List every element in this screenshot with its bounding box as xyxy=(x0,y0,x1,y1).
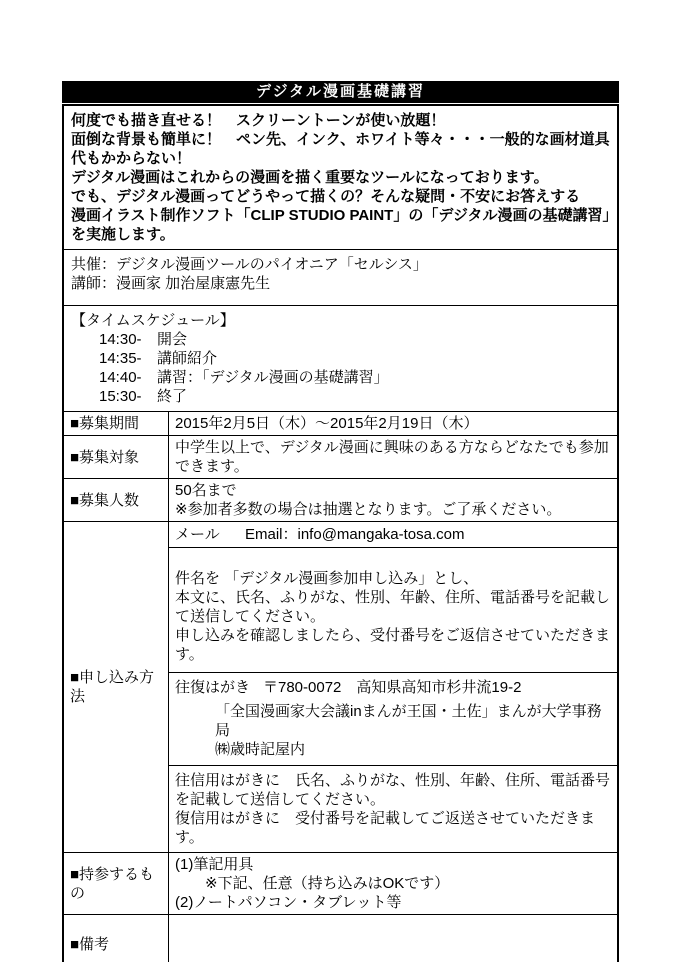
bring-item: (2)ノートパソコン・タブレット等 xyxy=(175,894,402,911)
table-row-capacity xyxy=(64,479,617,522)
lecturer-line: 講師：漫画家 加治屋康憲先生 xyxy=(71,275,271,292)
apply-postcard-note: 復信用はがきに 受付番号を記載してご返送させていただきます。 xyxy=(175,810,596,846)
intro-line: 面倒な背景も簡単に！ ペン先、インク、ホワイト等々・・・一般的な画材道具代もかからない！ xyxy=(71,131,610,167)
schedule-time: 15:30- xyxy=(99,388,142,405)
schedule-item xyxy=(99,387,610,406)
capacity-count: 50名まで xyxy=(175,482,237,499)
apply-mail-row xyxy=(169,522,617,548)
cohost-line: 共催：デジタル漫画ツールのパイオニア「セルシス」 xyxy=(71,256,428,273)
row-label-capacity: ■募集人数 xyxy=(64,479,169,521)
page-title: デジタル漫画基礎講習 xyxy=(62,81,619,103)
row-label-apply: ■申し込み方法 xyxy=(64,522,169,852)
bring-note: ※下記、任意（持ち込みはOKです） xyxy=(175,875,450,892)
table-row-bring xyxy=(64,853,617,915)
apply-postcard-address1: 〒780-0072 高知県高知市杉井流19-2 xyxy=(263,679,522,696)
schedule-label: 開会 xyxy=(157,331,188,348)
bring-item: (1)筆記用具 xyxy=(175,856,254,873)
apply-postcard-row xyxy=(169,673,617,766)
intro-line: 何度でも描き直せる！ スクリーントーンが使い放題！ xyxy=(71,112,446,129)
table-row-target xyxy=(64,436,617,479)
apply-mail-note: 申し込みを確認しましたら、受付番号をご返信させていただきます。 xyxy=(175,627,611,663)
schedule-label: 講師紹介 xyxy=(157,350,218,367)
row-value-capacity xyxy=(169,479,617,521)
intro-line: デジタル漫画はこれからの漫画を描く重要なツールになっております。 xyxy=(71,169,549,186)
apply-postcard-note: 往信用はがきに 氏名、ふりがな、性別、年齢、住所、電話番号を記載して送信してください。 xyxy=(175,772,611,808)
apply-postcard-instructions xyxy=(169,766,617,852)
apply-mail-note: 本文に、氏名、ふりがな、性別、年齢、住所、電話番号を記載して送信してください。 xyxy=(175,589,611,625)
apply-postcard-address-block xyxy=(215,702,611,759)
schedule-label: 講習：「デジタル漫画の基礎講習」 xyxy=(157,369,389,386)
apply-postcard-address-line xyxy=(175,678,611,697)
row-value-bring xyxy=(169,853,617,914)
apply-postcard-address3: ㈱歳時記屋内 xyxy=(215,741,306,758)
schedule-heading: 【タイムスケジュール】 xyxy=(71,312,235,329)
apply-mail-address: Email：info@mangaka-tosa.com xyxy=(245,526,465,543)
row-label-notes: ■備考 xyxy=(64,915,169,962)
schedule-item xyxy=(99,330,610,349)
apply-mail-instructions xyxy=(169,548,617,673)
organizers-section xyxy=(64,250,617,306)
capacity-note: ※参加者多数の場合は抽選となります。ご了承ください。 xyxy=(175,501,562,518)
table-row-period xyxy=(64,412,617,436)
intro-paragraph xyxy=(64,106,617,250)
row-label-period: ■募集期間 xyxy=(64,412,169,435)
row-value-target: 中学生以上で、デジタル漫画に興味のある方ならどなたでも参加できます。 xyxy=(175,439,609,475)
schedule-item xyxy=(99,368,610,387)
row-value-period: 2015年2月5日（木）～2015年2月19日（木） xyxy=(175,415,479,432)
schedule-time: 14:40- xyxy=(99,369,142,386)
row-label-bring: ■持参するもの xyxy=(64,853,169,914)
table-row-apply xyxy=(64,522,617,853)
row-label-target: ■募集対象 xyxy=(64,436,169,478)
row-value-notes xyxy=(169,915,617,962)
schedule-item xyxy=(99,349,610,368)
intro-line: 漫画イラスト制作ソフト「CLIP STUDIO PAINT」の「デジタル漫画の基礎講習」を実施します。 xyxy=(71,207,610,243)
schedule-label: 終了 xyxy=(157,388,188,405)
apply-postcard-address2: 「全国漫画家大会議inまんが王国・土佐」まんが大学事務局 xyxy=(215,703,602,739)
row-value-apply xyxy=(169,522,617,852)
apply-postcard-method: 往復はがき xyxy=(175,679,251,696)
apply-mail-note: 件名を 「デジタル漫画参加申し込み」とし、 xyxy=(175,570,479,587)
schedule-time: 14:35- xyxy=(99,350,142,367)
schedule-time: 14:30- xyxy=(99,331,142,348)
course-notice-table xyxy=(62,81,619,962)
apply-mail-method: メール xyxy=(175,526,220,543)
time-schedule-section xyxy=(64,306,617,412)
table-row-notes xyxy=(64,915,617,962)
intro-line: でも、デジタル漫画ってどうやって描くの？そんな疑問・不安にお答えする xyxy=(71,188,581,205)
notice-body xyxy=(62,104,619,962)
